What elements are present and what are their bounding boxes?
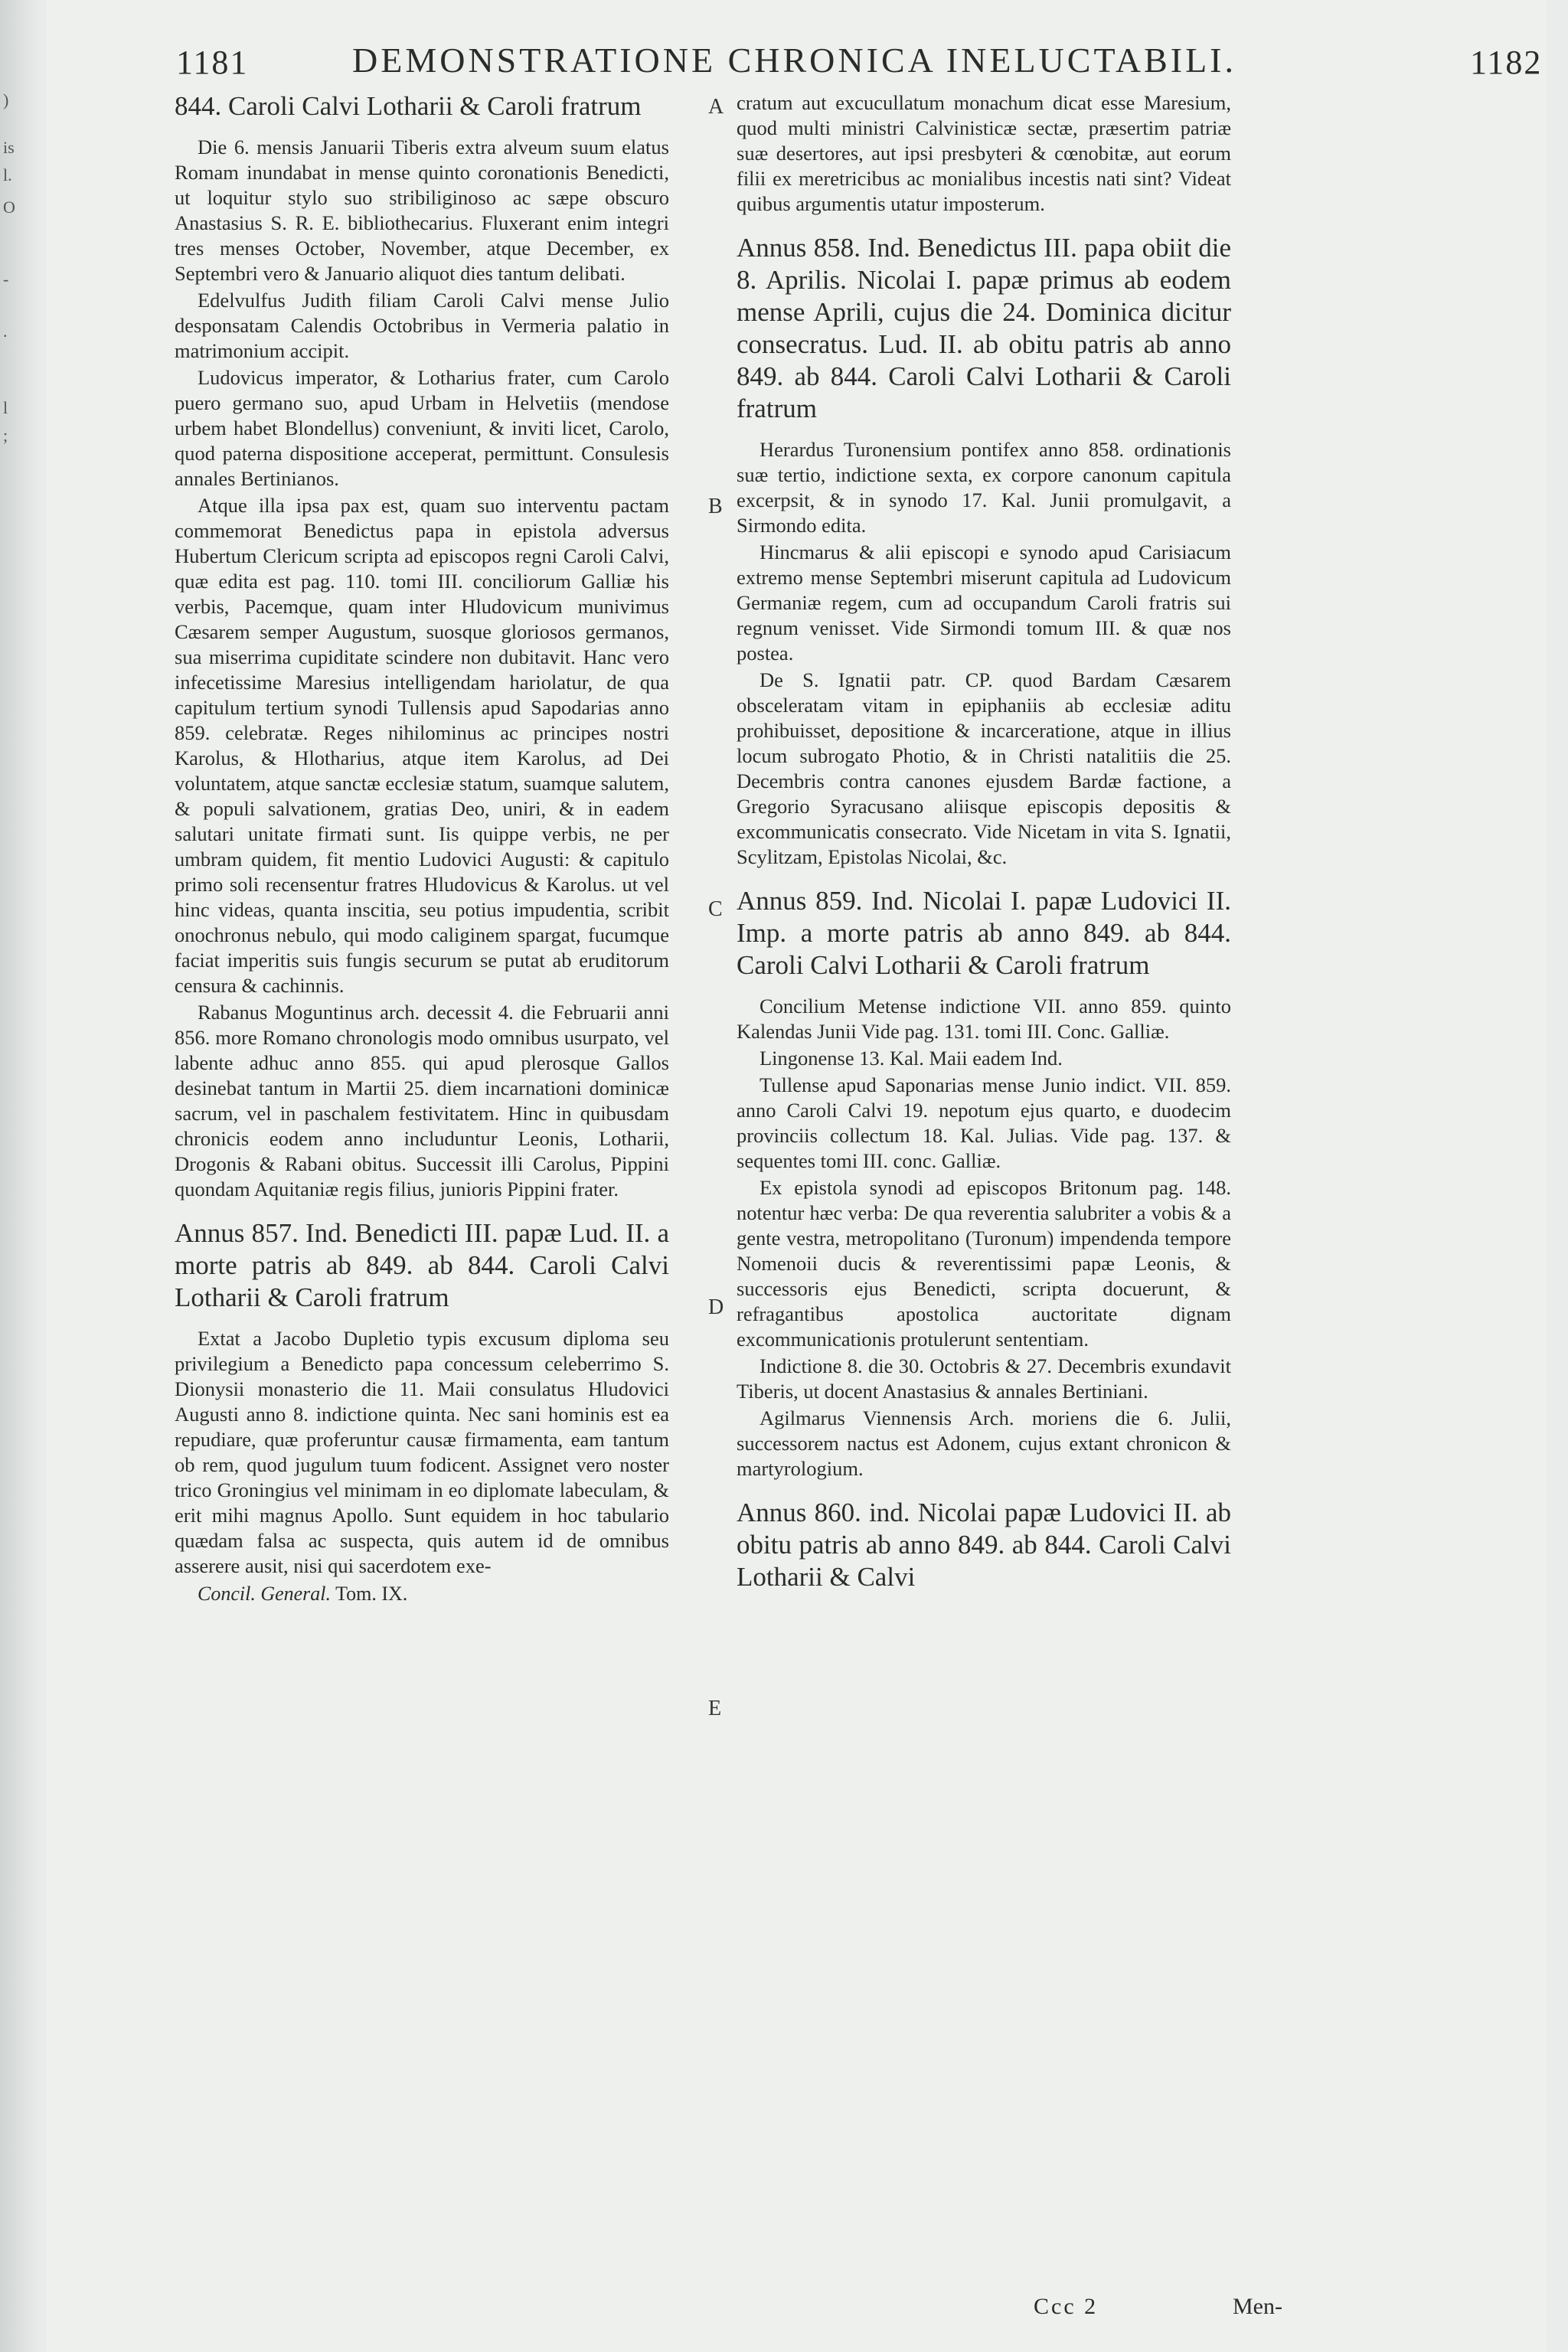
page-number-right: 1182 bbox=[1470, 44, 1543, 81]
annus-heading-858: Annus 858. Ind. Benedictus III. papa obiit die 8. Aprilis. Nicolai I. papæ primus ab eodem mense Aprili, cujus die 24. Dominica dicitur consecratus. Lud. II. ab obitu patris ab anno 849. ab 844. Caroli Calvi Lotharii & Caroli fratrum bbox=[737, 233, 1231, 423]
gutter-fragment: - bbox=[3, 270, 9, 289]
margin-letter-a: A bbox=[708, 95, 724, 119]
paragraph: Rabanus Moguntinus arch. decessit 4. die Februarii anni 856. more Romano chronologis modo omnibus usurpato, vel labente adhuc anno 855. qui apud plerosque Gallos desinebat tantum in Martii 25. diem incarnationi dominicæ sacrum, vel in paschalem festivitatem. Hinc in quibusdam chronicis eodem anno includuntur Leonis, Lotharii, Drogonis & Rabani obitus. Successit illi Carolus, Pippini quondam Aquitaniæ regis filius, junioris Pippini frater. bbox=[175, 1001, 669, 1200]
paragraph: Concilium Metense indictione VII. anno 859. quinto Kalendas Junii Vide pag. 131. tomi III. Conc. Galliæ. bbox=[737, 995, 1231, 1043]
book-page bbox=[46, 0, 1547, 2352]
footnote-label: Concil. General. bbox=[198, 1583, 332, 1605]
annus-heading-857: Annus 857. Ind. Benedicti III. papæ Lud. II. a morte patris ab 849. ab 844. Caroli Calvi Lotharii & Caroli fratrum bbox=[175, 1218, 669, 1312]
gutter-fragment: . bbox=[3, 322, 8, 341]
paragraph: Hincmarus & alii episcopi e synodo apud Carisiacum extremo mense Septembri miserunt capitula ad Ludovicum Germaniæ regem, cum ad occupandum Caroli fratris sui regnum venisset. Vide Sirmondi tomum III. & quæ nos postea. bbox=[737, 541, 1231, 665]
margin-letter-d: D bbox=[708, 1295, 724, 1319]
paragraph: Agilmarus Viennensis Arch. moriens die 6. Julii, successorem nactus est Adonem, cujus extant chronicon & martyrologium. bbox=[737, 1406, 1231, 1480]
paragraph: Ludovicus imperator, & Lotharius frater, cum Carolo puero germano suo, apud Urbam in Helvetiis (mendose urbem habet Blondellus) conveniunt, & inviti licet, Carolo, quod paterna dispositione acceperat, permittunt. Consulesis annales Bertinianos. bbox=[175, 366, 669, 490]
paragraph: Extat a Jacobo Dupletio typis excusum diploma seu privilegium a Benedicto papa concessum celeberrimo S. Dionysii monasterio die 11. Maii consulatus Hludovici Augusti anno 8. indictione quinta. Nec sani hominis est ea repudiare, quæ proferuntur causæ firmamenta, eam tantum ob rem, quod jugulum tuum fodicent. Assignet vero noster trico Groningius vel minimam in eo diplomate labeculam, & erit mihi magnus Apollo. Sunt equidem in hoc tabulario quædam falsa ac suspecta, quis autem id de omnibus asserere ausit, nisi qui sacerdotem exe- bbox=[175, 1327, 669, 1577]
gutter-fragment: O bbox=[3, 198, 15, 217]
paragraph: Lingonense 13. Kal. Maii eadem Ind. bbox=[760, 1047, 1063, 1070]
paragraph: De S. Ignatii patr. CP. quod Bardam Cæsarem obsceleratam vitam in epiphaniis ab ecclesiæ aditu prohibuisset, depositione & incarceratione, atque in illius locum subrogato Photio, & in Christi natalitiis die 25. Decembris contra canones ejusdem Bardæ factione, a Gregorio Syracusano aliisque episcopis depositis & excommunicatis consecrato. Vide Nicetam in vita S. Ignatii, Scylitzam, Epistolas Nicolai, &c. bbox=[737, 668, 1231, 868]
margin-letter-c: C bbox=[708, 897, 723, 921]
gutter-fragment: is bbox=[3, 138, 15, 157]
paragraph: Indictione 8. die 30. Octobris & 27. Decembris exundavit Tiberis, ut docent Anastasius & annales Bertiniani. bbox=[737, 1354, 1231, 1403]
right-column bbox=[737, 90, 1231, 1606]
catchword: Men- bbox=[1233, 2294, 1282, 2319]
annus-heading-844: 844. Caroli Calvi Lotharii & Caroli fratrum bbox=[175, 91, 642, 121]
page-number-left: 1181 bbox=[176, 44, 249, 81]
annus-heading-860: Annus 860. ind. Nicolai papæ Ludovici II. ab obitu patris ab anno 849. ab 844. Caroli Calvi Lotharii & Calvi bbox=[737, 1498, 1231, 1592]
annus-heading-859: Annus 859. Ind. Nicolai I. papæ Ludovici II. Imp. a morte patris ab anno 849. ab 844. Caroli Calvi Lotharii & Caroli fratrum bbox=[737, 886, 1231, 980]
gutter-fragment: l. bbox=[3, 165, 12, 185]
footnote-text: Tom. IX. bbox=[335, 1583, 408, 1605]
paragraph: Die 6. mensis Januarii Tiberis extra alveum suum elatus Romam inundabat in mense quinto coronationis Benedicti, ut loquitur stylo suo stribiliginoso ac sæpe obscuro Anastasius S. R. E. bibliothecarius. Fluxerant enim integri tres menses October, November, atque December, ex Septembri vero & Januario aliquot dies tantum delibati. bbox=[175, 136, 669, 285]
margin-letter-b: B bbox=[708, 495, 723, 518]
paragraph: Tullense apud Saponarias mense Junio indict. VII. 859. anno Caroli Calvi 19. nepotum ejus quarto, e duodecim provinciis collectum 18. Kal. Julias. Vide pag. 137. & sequentes tomi III. conc. Galliæ. bbox=[737, 1073, 1231, 1172]
gutter-fragment: ; bbox=[3, 426, 8, 445]
paragraph: Herardus Turonensium pontifex anno 858. ordinationis suæ tertio, indictione sexta, ex corpore canonum capitula excerpsit, & in synodo 17. Kal. Junii promulgavit, a Sirmondo edita. bbox=[737, 438, 1231, 537]
paragraph: Ex epistola synodi ad episcopos Britonum pag. 148. notentur hæc verba: De qua reverentia salubriter a vobis & a gente vestra, metropolitano (Turonum) impendenda tempore Nomenoii ducis & reverentissimi papæ Leonis, & successoris ejus Benedicti, scripta docuerunt, & refragantibus apostolica auctoritate dignam excommunicationis protulerunt sententiam. bbox=[737, 1176, 1231, 1351]
paragraph: Edelvulfus Judith filiam Caroli Calvi mense Julio desponsatam Calendis Octobribus in Vermeria palatio in matrimonium accipit. bbox=[175, 289, 669, 362]
paragraph: cratum aut excucullatum monachum dicat esse Maresium, quod multi ministri Calvinisticæ sectæ, præsertim patriæ suæ desertores, aut ipsi presbyteri & cœnobitæ, aut eorum filii ex meretricibus ac monialibus incestis nati sint? Videat quibus argumentis utatur imposterum. bbox=[737, 91, 1231, 215]
gutter-fragment: ) bbox=[3, 90, 9, 109]
running-head-title: DEMONSTRATIONE CHRONICA INELUCTABILI. bbox=[352, 41, 1236, 80]
binding-gutter bbox=[0, 0, 40, 2352]
margin-letter-e: E bbox=[708, 1697, 722, 1720]
footnote bbox=[175, 1582, 669, 1606]
left-column bbox=[175, 90, 669, 1606]
gutter-fragment: l bbox=[3, 398, 8, 417]
paragraph: Atque illa ipsa pax est, quam suo interventu pactam commemorat Benedictus papa in epistola adversus Hubertum Clericum scripta ad episcopos regni Caroli Calvi, quæ edita est pag. 110. tomi III. conciliorum Galliæ his verbis, Pacemque, quam inter Hludovicum munivimus Cæsarem semper Augustum, suosque gloriosos germanos, sua miserrima cupiditate scindere non dubitavit. Hanc vero infecetissime Maresius intelligendam hariolatur, de qua capitulum tertium synodi Tullensis apud Sapodarias anno 859. celebratæ. Reges nihilominus ac principes nostri Karolus, & Hlotharius, atque item Karolus, ad Dei voluntatem, atque sanctæ ecclesiæ statum, suamque salutem, & populi salvationem, gratias Deo, uniri, & in eadem salutari unitate firmati sunt. Iis quippe verbis, ne per umbram quidem, fit mentio Ludovici Augusti: & capitulo primo soli recensentur fratres Hludovicus & Karolus. ut vel hinc videas, quanta inscitia, seu potius impudentia, scribit onochronus nebulo, qui modo caliginem spargat, fucumque faciat imperitis suis fungis securum se putat ab eruditorum censura & cachinnis. bbox=[175, 494, 669, 997]
signature-mark: Ccc 2 bbox=[1034, 2294, 1099, 2319]
